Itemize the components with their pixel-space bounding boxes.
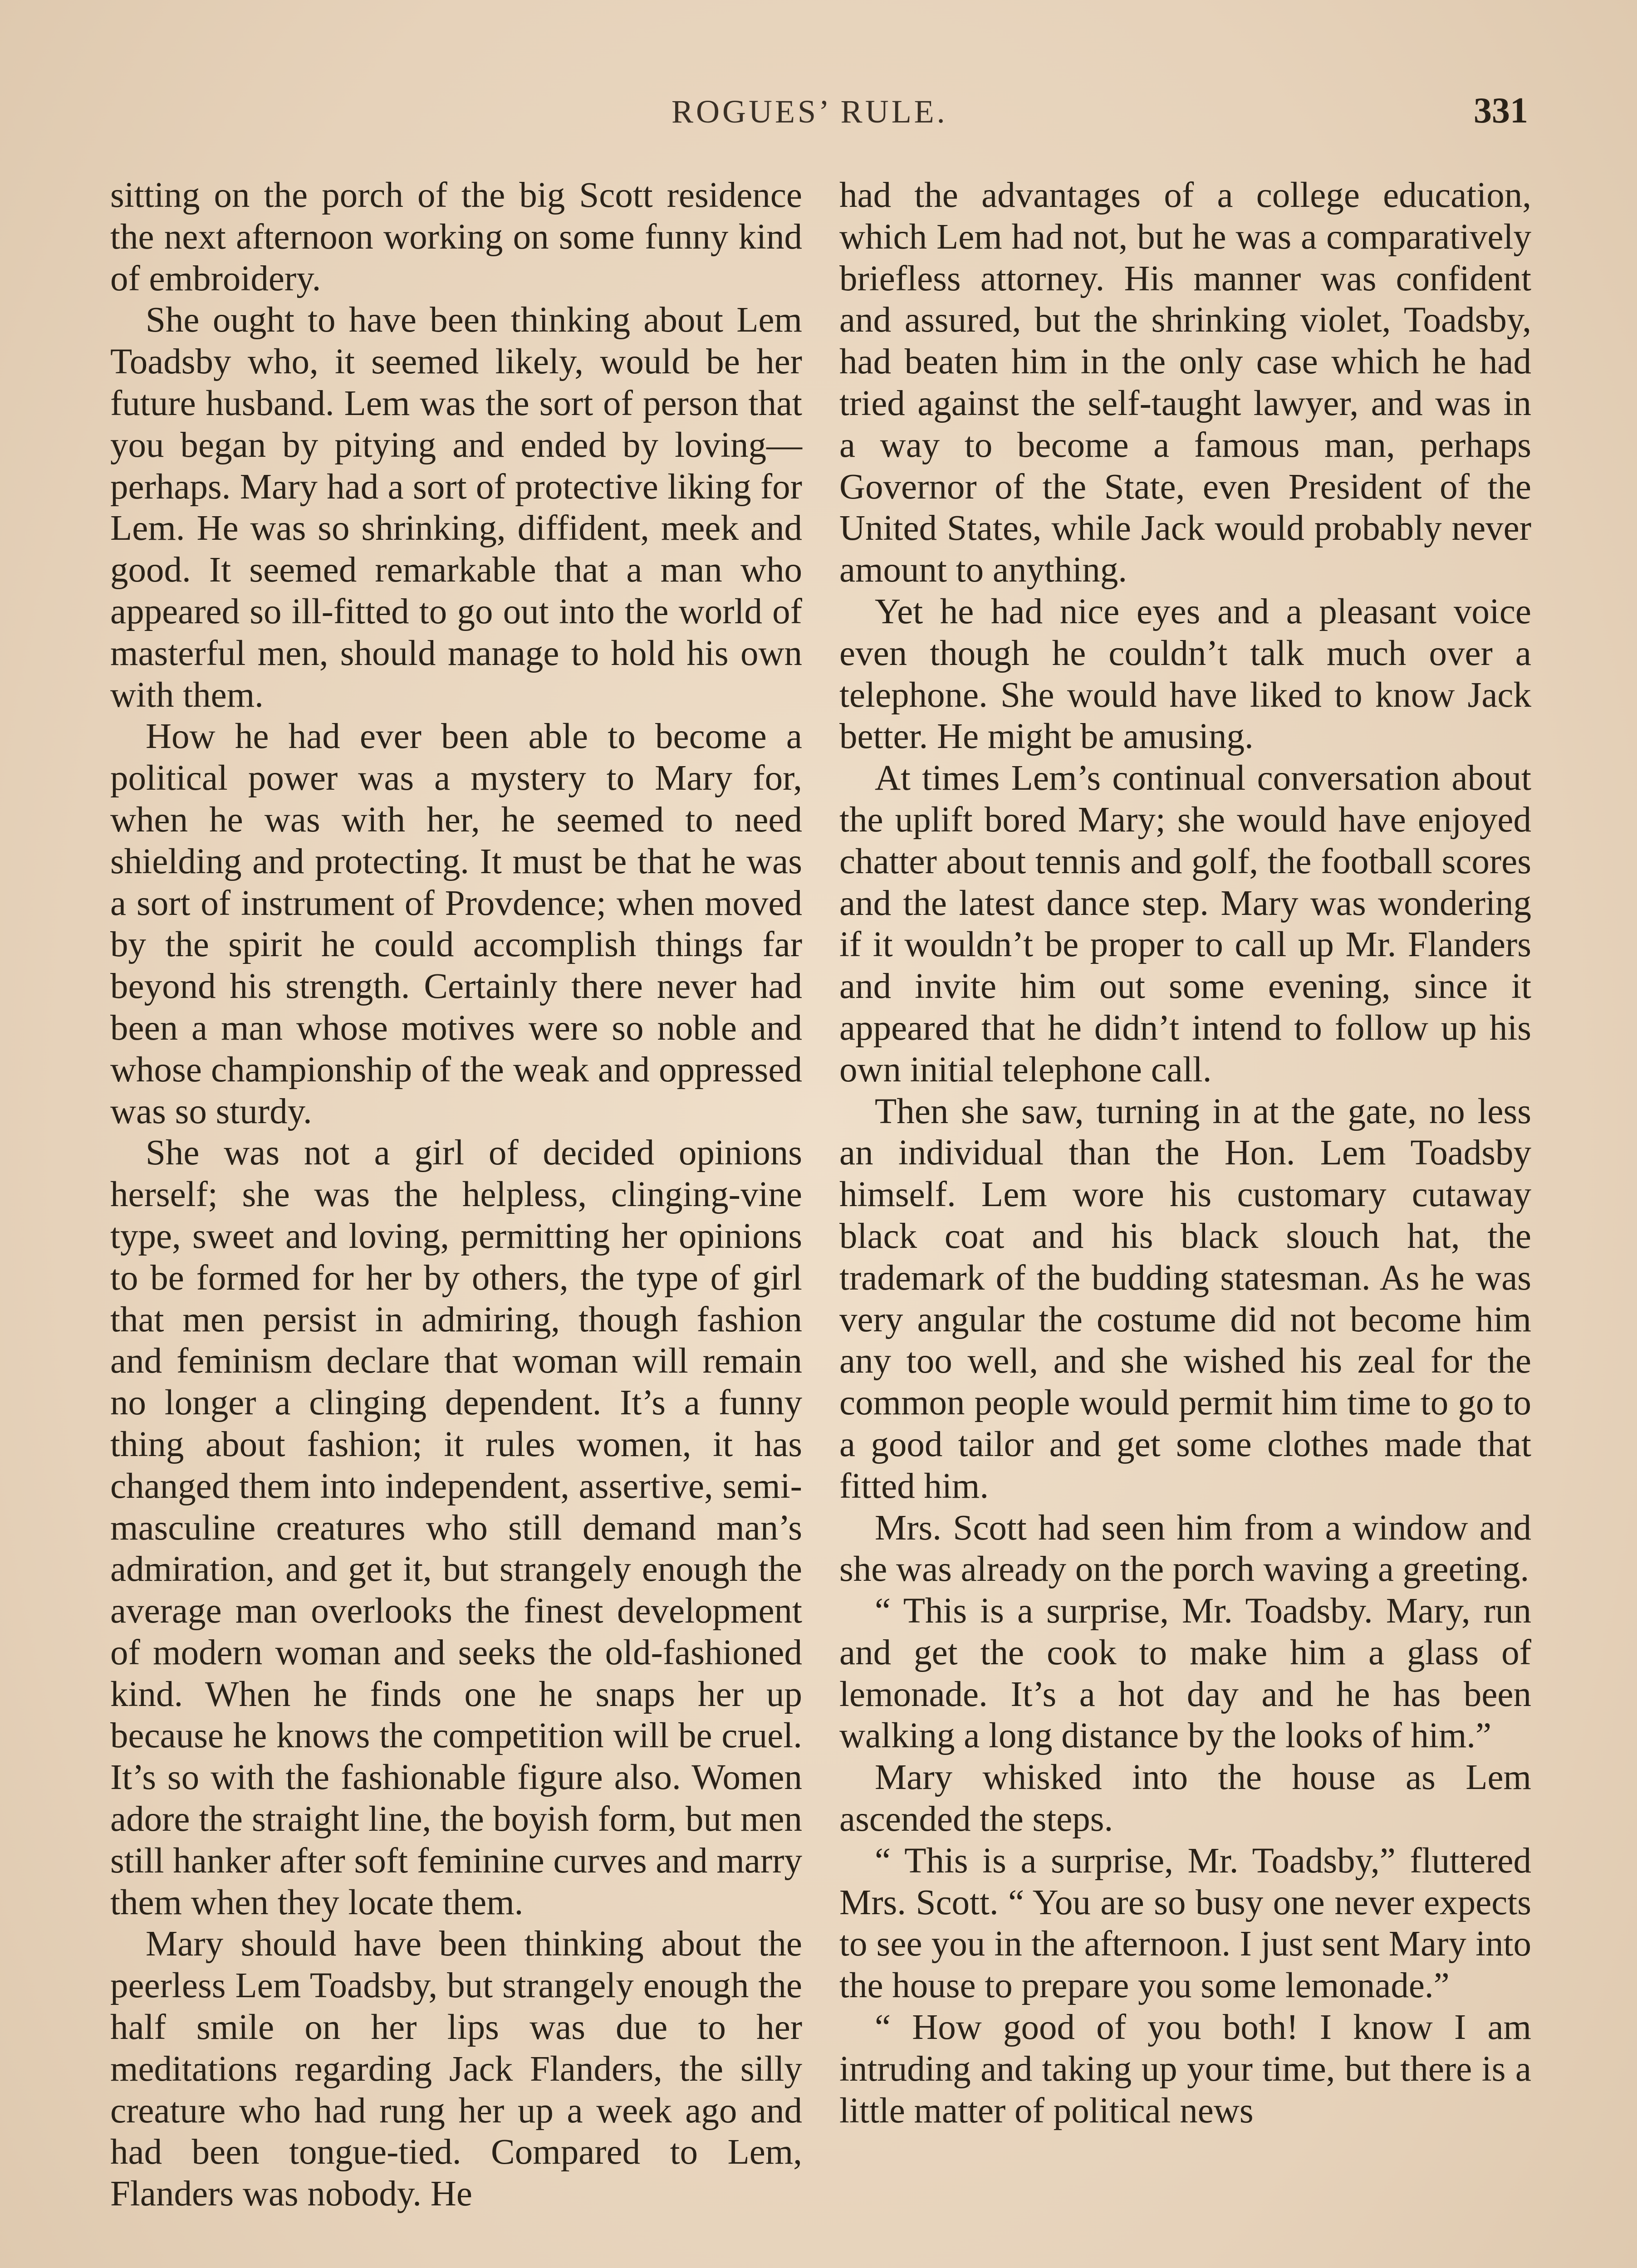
paragraph: “ This is a surprise, Mr. Toadsby,” fluttered Mrs. Scott. “ You are so busy one never expects to see you in the afternoon. I just sent Mary into the house to prepare you some lemonade.” (839, 1841, 1531, 2006)
paragraph: “ How good of you both! I know I am intruding and taking up your time, but there is a little matter of political news (839, 2008, 1531, 2131)
paragraph: had the advantages of a college education, which Lem had not, but he was a comparatively briefless attorney. His manner was confident and assured, but the shrinking violet, Toadsby, had beaten him in the only case which he had tried against the self-taught lawyer, and was in a way to become a famous man, perhaps Governor of the State, even President of the United States, while Jack would probably never amount to anything. (839, 176, 1531, 590)
running-title: ROGUES’ RULE. (671, 93, 948, 130)
paragraph: Mrs. Scott had seen him from a window and she was already on the porch waving a greeting. (839, 1508, 1531, 1589)
paragraph: She was not a girl of decided opinions herself; she was the helpless, clinging-vine type, sweet and loving, permitting her opinions to be formed for her by others, the type of girl that men persist in admiring, though fashion and feminism declare that woman will remain no longer a clinging dependent. It’s a funny thing about fashion; it rules women, it has changed them into independent, assertive, semi-masculine creatures who still demand man’s admiration, and get it, but strangely enough the average man overlooks the finest development of modern woman and seeks the old-fashioned kind. When he finds one he snaps her up because he knows the competition will be cruel. It’s so with the fashionable figure also. Women adore the straight line, the boyish form, but men still hanker after soft feminine curves and marry them when they locate them. (110, 1133, 802, 1922)
paragraph: How he had ever been able to become a political power was a mystery to Mary for, when he was with her, he seemed to need shielding and protecting. It must be that he was a sort of instrument of Provdence; when moved by the spirit he could accomplish things far beyond his strength. Certainly there never had been a man whose motives were so noble and whose championship of the weak and oppressed was so sturdy. (110, 717, 802, 1131)
paragraph: “ This is a surprise, Mr. Toadsby. Mary, run and get the cook to make him a glass of lemonade. It’s a hot day and he has been walking a long distance by the looks of him.” (839, 1591, 1531, 1756)
paragraph: Yet he had nice eyes and a pleasant voice even though he couldn’t talk much over a telephone. She would have liked to know Jack better. He might be amusing. (839, 591, 1531, 757)
left-column (110, 175, 802, 2215)
paragraph: Then she saw, turning in at the gate, no less an individual than the Hon. Lem Toadsby himself. Lem wore his customary cutaway black coat and his black slouch hat, the trademark of the budding statesman. As he was very angular the costume did not become him any too well, and she wished his zeal for the common people would permit him time to go to a good tailor and get some clothes made that fitted him. (839, 1091, 1531, 1506)
paragraph: At times Lem’s continual conversation about the uplift bored Mary; she would have enjoyed chatter about tennis and golf, the football scores and the latest dance step. Mary was wondering if it wouldn’t be proper to call up Mr. Flanders and invite him out some evening, since it appeared that he didn’t intend to follow up his own initial telephone call. (839, 758, 1531, 1090)
page-number: 331 (1474, 91, 1528, 131)
paragraph: Mary should have been thinking about the peerless Lem Toadsby, but strangely enough the half smile on her lips was due to her meditations regarding Jack Flanders, the silly creature who had rung her up a week ago and had been tongue-tied. Compared to Lem, Flanders was nobody. He (110, 1924, 802, 2214)
paragraph: sitting on the porch of the big Scott residence the next afternoon working on some funny kind of embroidery. (110, 176, 802, 298)
paragraph: She ought to have been thinking about Lem Toadsby who, it seemed likely, would be her future husband. Lem was the sort of person that you began by pitying and ended by loving—perhaps. Mary had a sort of protective liking for Lem. He was so shrinking, diffident, meek and good. It seemed remarkable that a man who appeared so ill-fitted to go out into the world of masterful men, should manage to hold his own with them. (110, 300, 802, 715)
page-header (0, 93, 1637, 147)
right-column (839, 175, 1531, 2131)
paragraph: Mary whisked into the house as Lem ascended the steps. (839, 1758, 1531, 1839)
